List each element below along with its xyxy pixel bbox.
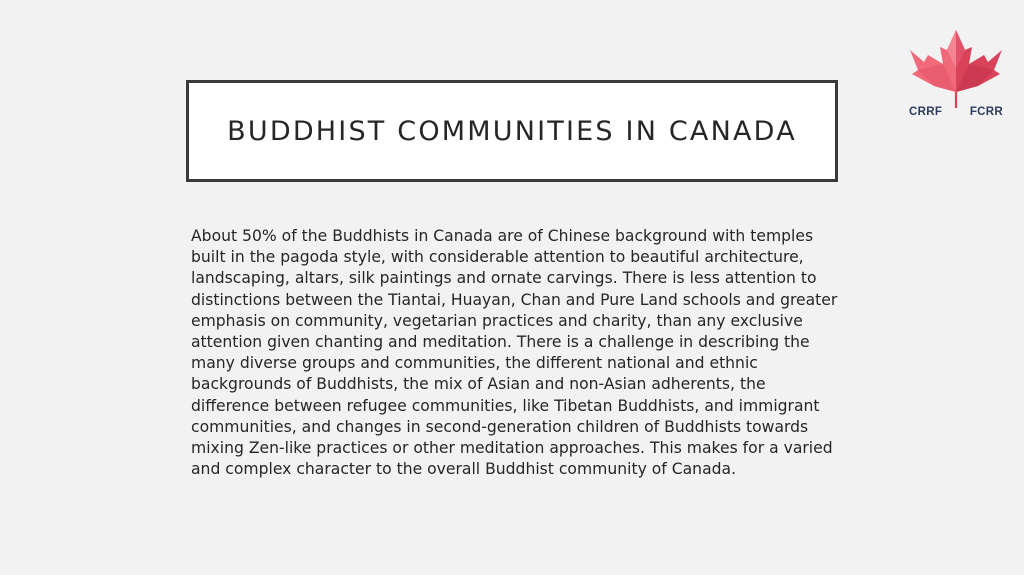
slide-title: BUDDHIST COMMUNITIES IN CANADA (227, 115, 797, 147)
title-box (186, 80, 838, 182)
logo-label-right: FCRR (969, 106, 1003, 118)
slide-body-text: About 50% of the Buddhists in Canada are of Chinese background with temples built in the pagoda style, with considerable attention to beautiful architecture, landscaping, altars, silk paintings and ornate carvings. There is less attention to distinctions between the Tiantai, Huayan, Chan and Pure Land schools and greater emphasis on community, vegetarian practices and charity, than any exclusive attention given chanting and meditation. There is a challenge in describing the many diverse groups and communities, the different national and ethnic backgrounds of Buddhists, the mix of Asian and non-Asian adherents, the difference between refugee communities, like Tibetan Buddhists, and immigrant communities, and changes in second-generation children of Buddhists towards mixing Zen-like practices or other meditation approaches. This makes for a varied and complex character to the overall Buddhist community of Canada. (191, 227, 838, 479)
maple-leaf-icon (906, 28, 1006, 108)
logo-label-left: CRRF (909, 106, 943, 118)
crrf-logo (906, 28, 1006, 124)
